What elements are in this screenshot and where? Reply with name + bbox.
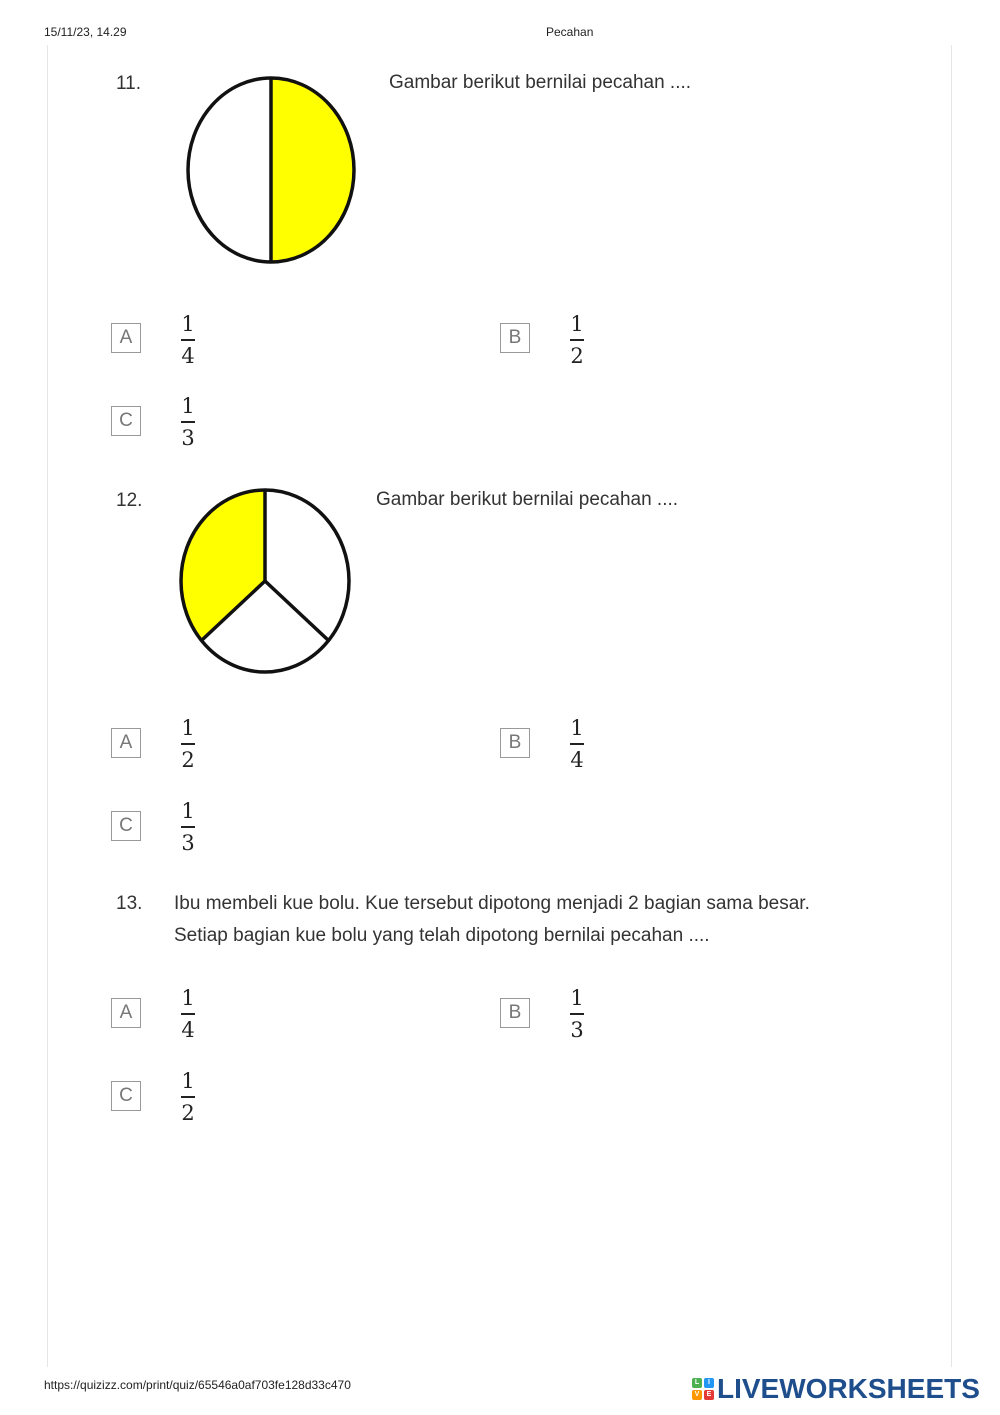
question-13-text-line2: Setiap bagian kue bolu yang telah dipotong bernilai pecahan .... [174,925,710,946]
question-13-text-line1: Ibu membeli kue bolu. Kue tersebut dipotong menjadi 2 bagian sama besar. [174,893,810,914]
question-12-option-c[interactable]: C [111,811,141,841]
logo-text: LIVEWORKSHEETS [717,1373,980,1404]
question-13-option-b[interactable]: B [500,998,530,1028]
divider-line-right [265,581,328,640]
print-date: 15/11/23, 14.29 [44,25,127,39]
liveworksheets-logo [692,1373,980,1405]
question-11-option-b[interactable]: B [500,323,530,353]
question-13-option-c-fraction: 1 2 [181,1069,195,1125]
question-13-option-a-fraction: 1 4 [181,986,195,1042]
question-12-option-a-fraction: 1 2 [181,716,195,772]
left-page-border [47,45,48,1367]
question-12-text: Gambar berikut bernilai pecahan .... [376,489,679,510]
logo-grid-icon: L I V E [692,1378,714,1400]
question-11-option-c-fraction: 1 3 [181,394,195,450]
question-11-option-a[interactable]: A [111,323,141,353]
right-page-border [951,45,952,1367]
question-13-option-b-fraction: 1 3 [570,986,584,1042]
question-11-option-b-fraction: 1 2 [570,312,584,368]
question-11-text: Gambar berikut bernilai pecahan .... [389,72,692,93]
question-11-half-circle-image [185,75,359,265]
question-12-third-circle-image [178,487,352,677]
question-12-option-b-fraction: 1 4 [570,716,584,772]
question-13-option-c[interactable]: C [111,1081,141,1111]
question-13-option-a[interactable]: A [111,998,141,1028]
question-11-option-a-fraction: 1 4 [181,312,195,368]
page-title: Pecahan [546,25,594,39]
question-12-option-a[interactable]: A [111,728,141,758]
question-12-option-b[interactable]: B [500,728,530,758]
question-13-number: 13. [116,893,143,914]
footer-url: https://quizizz.com/print/quiz/65546a0af703fe128d33c470 [44,1378,351,1392]
question-11-number: 11. [116,73,142,94]
question-11-option-c[interactable]: C [111,406,141,436]
shaded-half [271,78,354,262]
question-12-number: 12. [116,490,143,511]
question-12-option-c-fraction: 1 3 [181,799,195,855]
